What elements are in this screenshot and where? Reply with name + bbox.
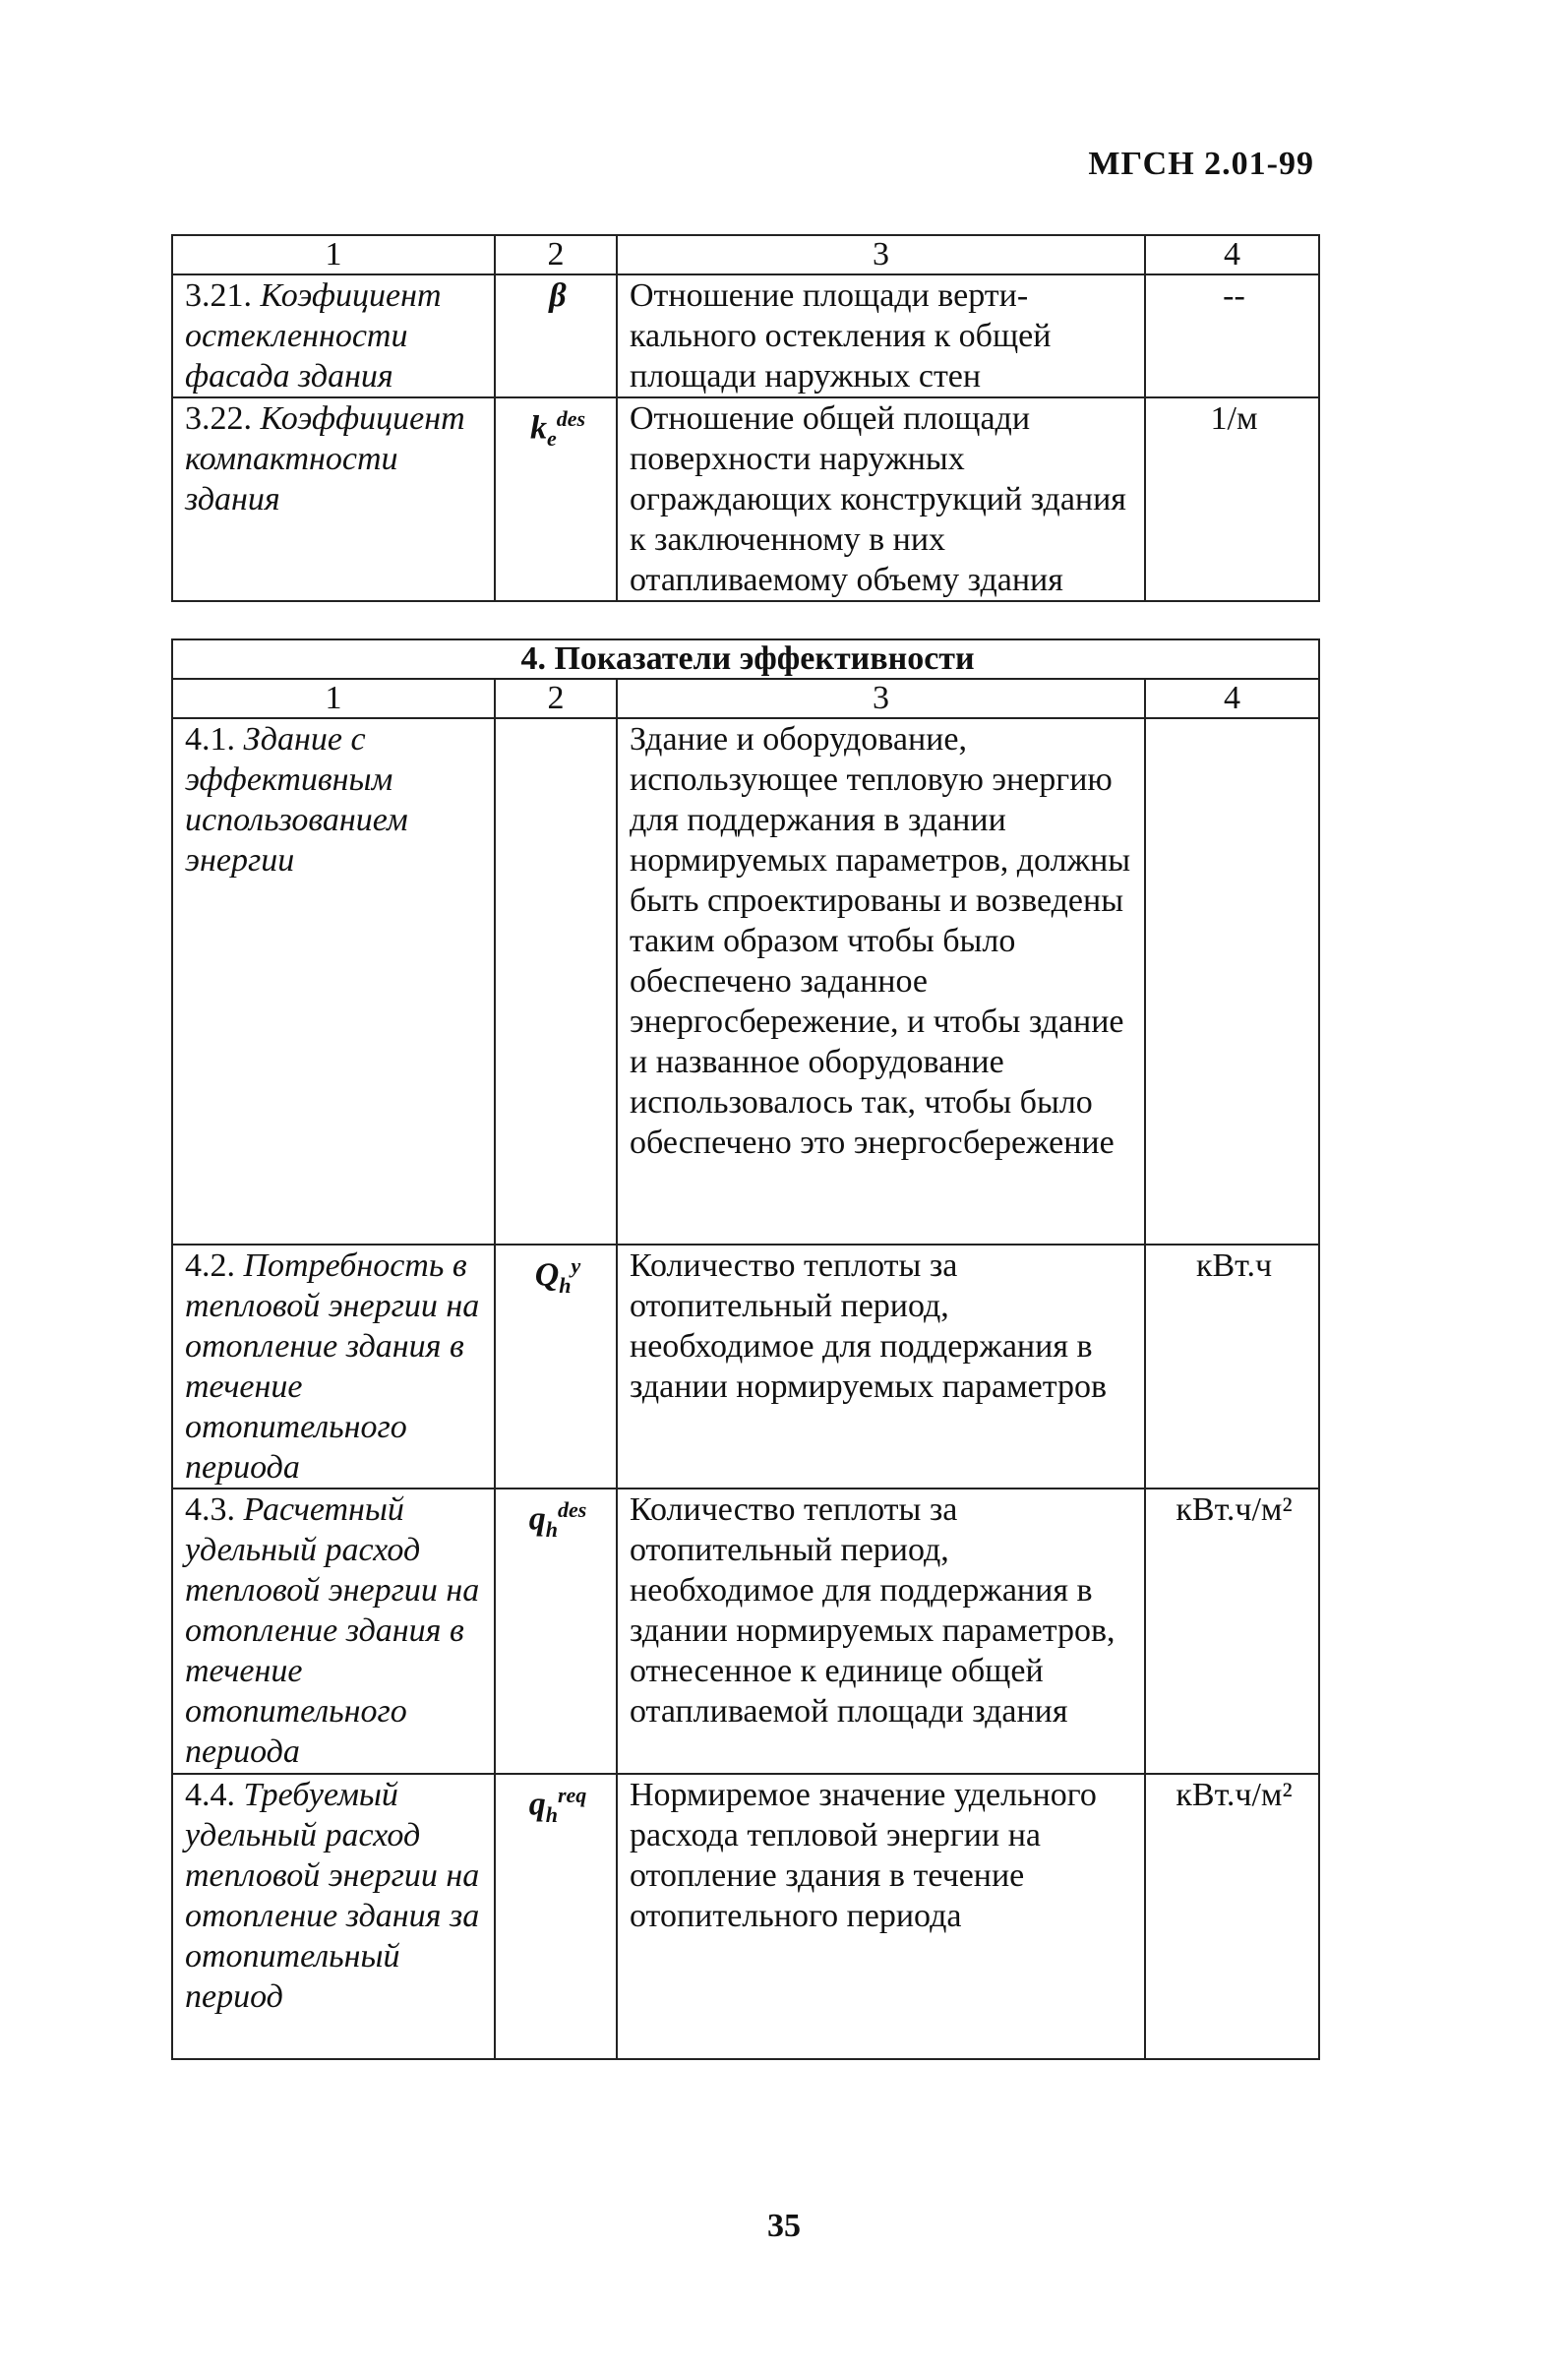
symbol-cell	[495, 1774, 617, 2059]
column-header-row	[172, 235, 1319, 274]
definition-cell: Здание и оборудование, использующее тепловую энергию для поддержания в здании нормируемых параметров, должны быть спроектированы и возведены таким образом чтобы было обеспечено заданное энергосбережение, и чтобы здание и названное оборудование использовалось так, чтобы было обеспечено это энергосбережение	[617, 718, 1145, 1245]
term-name: Требуемый удельный расход тепловой энергии на отопление здания за отопительный период	[185, 1777, 480, 2015]
symbol-subscript: h	[545, 1802, 558, 1828]
page-number: 35	[767, 2208, 801, 2244]
term-number: 3.22.	[185, 400, 252, 437]
table-row	[172, 274, 1319, 397]
symbol-subscript: h	[559, 1273, 572, 1299]
term-cell	[172, 397, 495, 601]
symbol: β	[549, 277, 567, 314]
symbol: q	[528, 1500, 546, 1538]
symbol-subscript: h	[545, 1517, 558, 1543]
term-number: 4.4.	[185, 1777, 235, 1813]
symbol-cell	[495, 274, 617, 397]
term-cell	[172, 718, 495, 1245]
table-continuation	[171, 234, 1320, 602]
symbol: k	[529, 409, 547, 447]
column-header: 4	[1145, 679, 1319, 718]
table-row	[172, 718, 1319, 1245]
definition-cell: Количество теплоты за отопительный период, необходимое для поддержания в здании нормируемых параметров, отнесенное к единице общей отапливаемой площади здания	[617, 1489, 1145, 1774]
symbol-cell	[495, 1489, 617, 1774]
term-name: Потребность в тепловой энергии на отопление здания в течение отопительного периода	[185, 1247, 480, 1486]
symbol-cell	[495, 718, 617, 1245]
symbol-superscript: des	[557, 1497, 587, 1522]
definition-cell: Отношение площади верти-кального остекления к общей площади наружных стен	[617, 274, 1145, 397]
symbol-superscript: des	[556, 406, 586, 431]
definition-cell: Нормиремое значение удельного расхода тепловой энергии на отопление здания в течение отопительного периода	[617, 1774, 1145, 2059]
term-name: Расчетный удельный расход тепловой энергии на отопление здания в течение отопительного периода	[185, 1491, 480, 1770]
term-cell	[172, 1489, 495, 1774]
table-row	[172, 1245, 1319, 1489]
unit-cell: --	[1145, 274, 1319, 397]
definition-cell: Количество теплоты за отопительный период, необходимое для поддержания в здании нормируемых параметров	[617, 1245, 1145, 1489]
section-title-row	[172, 639, 1319, 679]
unit-cell: 1/м	[1145, 397, 1319, 601]
column-header: 1	[172, 679, 495, 718]
unit-cell: кВт.ч/м²	[1145, 1774, 1319, 2059]
term-cell	[172, 1245, 495, 1489]
table-row	[172, 1774, 1319, 2059]
term-number: 4.1.	[185, 721, 235, 758]
symbol-subscript: e	[546, 426, 557, 452]
symbol: q	[528, 1786, 546, 1823]
term-cell	[172, 1774, 495, 2059]
column-header: 3	[617, 679, 1145, 718]
column-header: 3	[617, 235, 1145, 274]
unit-cell	[1145, 718, 1319, 1245]
column-header: 2	[495, 235, 617, 274]
term-name: Здание с эффективным использованием энергии	[185, 721, 408, 879]
term-number: 4.2.	[185, 1247, 235, 1284]
document-code: МГСН 2.01-99	[1088, 146, 1314, 182]
section-title: 4. Показатели эффективности	[172, 639, 1319, 679]
term-number: 3.21.	[185, 277, 252, 314]
unit-cell: кВт.ч/м²	[1145, 1489, 1319, 1774]
term-name: Коэфициент остекленности фасада здания	[185, 277, 442, 395]
unit-cell: кВт.ч	[1145, 1245, 1319, 1489]
symbol-superscript: req	[557, 1783, 587, 1807]
column-header: 2	[495, 679, 617, 718]
term-cell	[172, 274, 495, 397]
column-header-row	[172, 679, 1319, 718]
column-header: 1	[172, 235, 495, 274]
term-name: Коэффициент компактности здания	[185, 400, 465, 517]
table-row	[172, 1489, 1319, 1774]
symbol-cell	[495, 1245, 617, 1489]
column-header: 4	[1145, 235, 1319, 274]
table-row	[172, 397, 1319, 601]
definition-cell: Отношение общей площади поверхности наружных ограждающих конструкций здания к заключенному в них отапливаемому объему здания	[617, 397, 1145, 601]
table-efficiency-indicators	[171, 638, 1320, 2060]
term-number: 4.3.	[185, 1491, 235, 1528]
symbol: Q	[534, 1256, 560, 1294]
symbol-cell	[495, 397, 617, 601]
symbol-superscript: y	[571, 1253, 581, 1278]
